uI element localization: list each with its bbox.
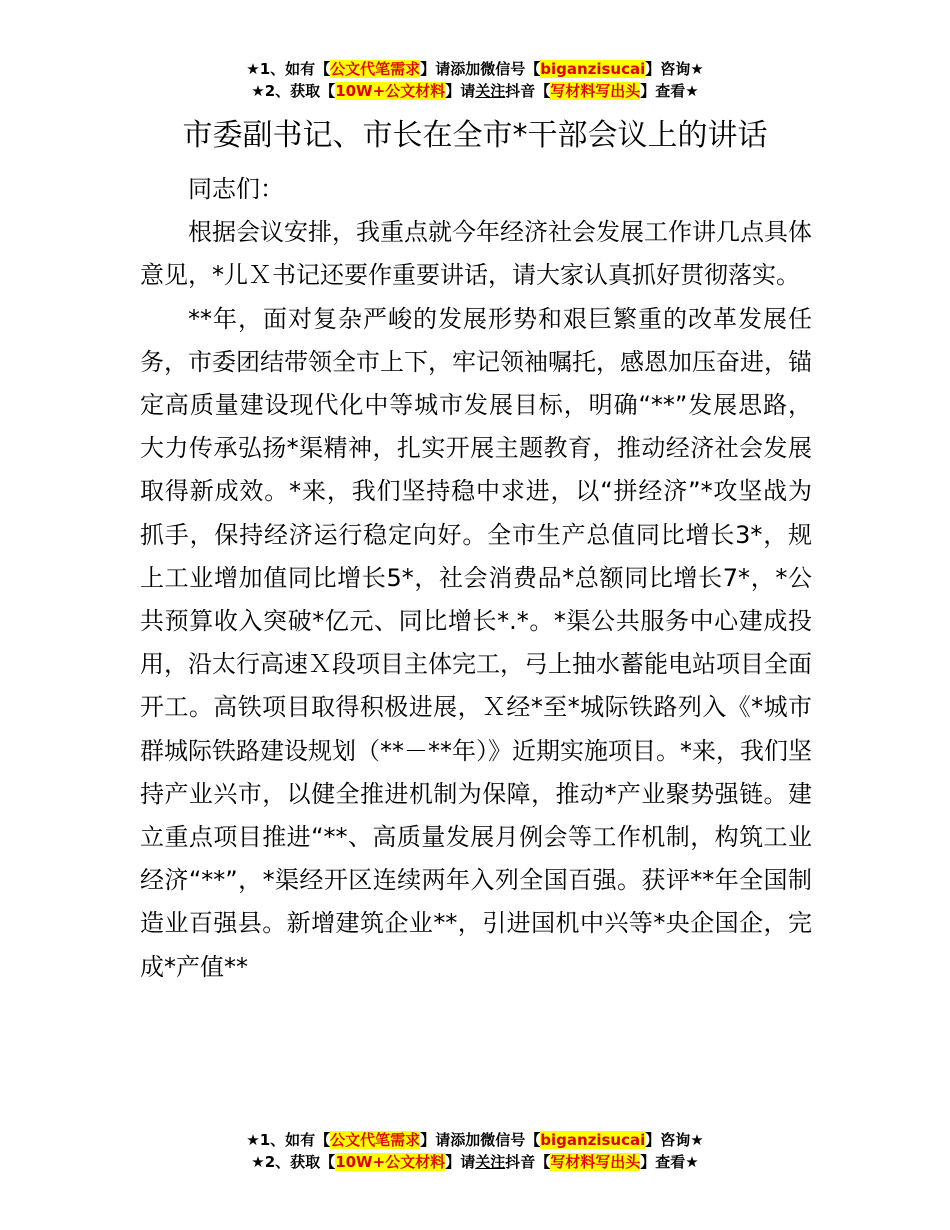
paragraph-2: **年，面对复杂严峻的发展形势和艰巨繁重的改革发展任务，市委团结带领全市上下，牢记领袖嘱托，感恩加压奋进，锚定高质量建设现代化中等城市发展目标，明确“**”发展思路，大力传承弘扬*渠精神，扎实开展主题教育，推动经济社会发展取得新成效。*来，我们坚持稳中求进，以“拼经济”*攻坚战为抓手，保持经济运行稳定向好。全市生产总值同比增长3*，规上工业增加值同比增长5*，社会消费品*总额同比增长7*，*公共预算收入突破*亿元、同比增长*.*。*渠公共服务中心建成投用，沿太行高速Ｘ段项目主体完工，弓上抽水蓄能电站项目全面开工。高铁项目取得积极进展，Ｘ经*至*城际铁路列入《*城市群城际铁路建设规划（**－**年）》近期实施项目。*来，我们坚持产业兴市，以健全推进机制为保障，推动*产业聚势强链。建立重点项目推进“**、高质量发展月例会等工作机制，构筑工业经济“**”，*渠经开区连续两年入列全国百强。获评**年全国制造业百强县。新增建筑企业**，引进国机中兴等*央企国企，完成*产值** bbox=[140, 304, 812, 981]
promo-highlight-wechat-id: biganzisucai bbox=[540, 60, 646, 78]
promo-text: 】查看★ bbox=[640, 82, 699, 100]
promo-text: 抖音【 bbox=[505, 1153, 551, 1171]
promo-text: 】查看★ bbox=[640, 1153, 699, 1171]
promo-text: 】咨询★ bbox=[645, 1131, 704, 1149]
footer-promo-banner bbox=[0, 1129, 950, 1173]
promo-highlight-wechat-id: biganzisucai bbox=[540, 1131, 646, 1149]
promo-underlined-text: 关注 bbox=[475, 1153, 506, 1171]
promo-text: 】请 bbox=[445, 1153, 476, 1171]
promo-line-2 bbox=[0, 1151, 950, 1173]
promo-highlight: 公文代笔需求 bbox=[330, 1131, 421, 1149]
promo-underlined-text: 关注 bbox=[475, 82, 506, 100]
promo-line-2 bbox=[0, 80, 950, 102]
header-promo-banner bbox=[0, 58, 950, 102]
salutation: 同志们： bbox=[188, 175, 284, 203]
promo-text: 】请添加微信号【 bbox=[420, 1131, 541, 1149]
promo-text: 抖音【 bbox=[505, 82, 551, 100]
document-title: 市委副书记、市长在全市*干部会议上的讲话 bbox=[182, 118, 768, 153]
promo-highlight: 写材料写出头 bbox=[550, 1153, 641, 1171]
promo-highlight: 公文代笔需求 bbox=[330, 60, 421, 78]
promo-text: ★2、获取【 bbox=[251, 1153, 336, 1171]
promo-line-1 bbox=[0, 1129, 950, 1151]
promo-highlight: 10W+公文材料 bbox=[335, 82, 446, 100]
document-body bbox=[140, 168, 812, 989]
promo-text: ★2、获取【 bbox=[251, 82, 336, 100]
promo-text: 】请添加微信号【 bbox=[420, 60, 541, 78]
promo-text: ★1、如有【 bbox=[246, 1131, 331, 1149]
promo-highlight: 10W+公文材料 bbox=[335, 1153, 446, 1171]
promo-highlight: 写材料写出头 bbox=[550, 82, 641, 100]
promo-text: ★1、如有【 bbox=[246, 60, 331, 78]
paragraph-1: 根据会议安排，我重点就今年经济社会发展工作讲几点具体意见，*儿Ｘ书记还要作重要讲话，请大家认真抓好贯彻落实。 bbox=[140, 218, 812, 290]
promo-line-1 bbox=[0, 58, 950, 80]
promo-text: 】请 bbox=[445, 82, 476, 100]
promo-text: 】咨询★ bbox=[645, 60, 704, 78]
